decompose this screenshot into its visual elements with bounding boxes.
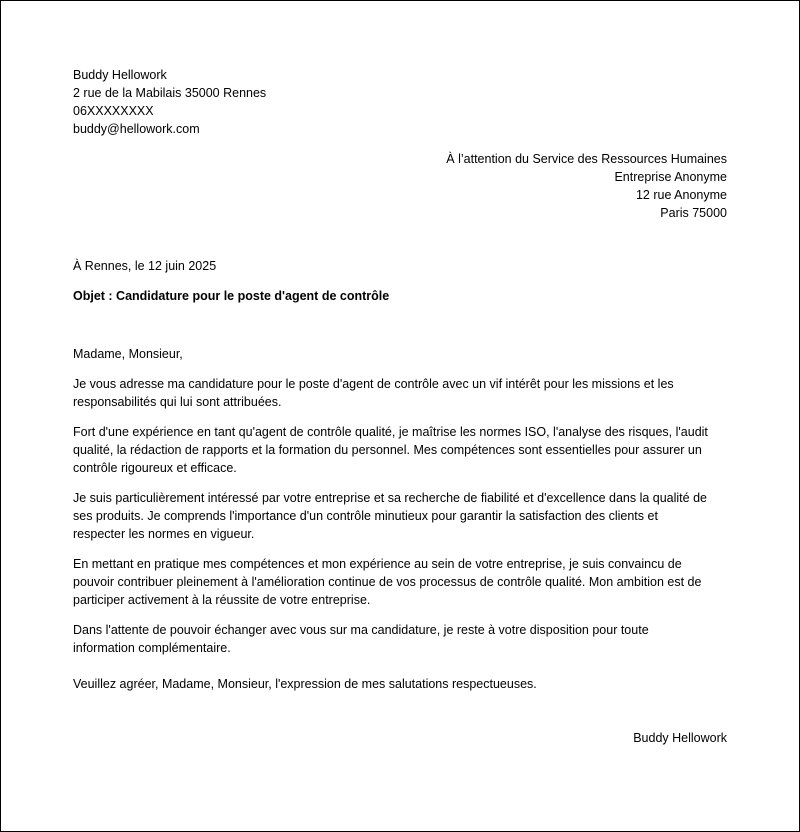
- recipient-block: [73, 150, 727, 222]
- paragraph-line: Je suis particulièrement intéressé par votre entreprise et sa recherche de fiabilité et d'excellence dans la qualité de: [73, 491, 707, 505]
- paragraph-line: responsabilités qui lui sont attribuées.: [73, 395, 282, 409]
- recipient-street: 12 rue Anonyme: [635, 188, 727, 202]
- recipient-company: Entreprise Anonyme: [614, 170, 727, 184]
- paragraph-line: Fort d'une expérience en tant qu'agent de contrôle qualité, je maîtrise les normes ISO, l'analyse des risques, l'audit: [73, 425, 708, 439]
- subject-line: Objet : Candidature pour le poste d'agent de contrôle: [73, 289, 390, 303]
- body-paragraph: [73, 423, 727, 477]
- paragraph-line: information complémentaire.: [73, 641, 231, 655]
- sender-address: 2 rue de la Mabilais 35000 Rennes: [73, 86, 267, 100]
- paragraph-line: pouvoir contribuer pleinement à l'amélioration continue de vos processus de contrôle qualité. Mon ambition est de: [73, 575, 702, 589]
- sender-email: buddy@hellowork.com: [73, 122, 200, 136]
- paragraph-line: Dans l'attente de pouvoir échanger avec vous sur ma candidature, je reste à votre disposition pour toute: [73, 623, 649, 637]
- paragraph-line: contrôle rigoureux et efficace.: [73, 461, 237, 475]
- sender-block: [73, 66, 727, 138]
- paragraph-line: participer activement à la réussite de votre entreprise.: [73, 593, 371, 607]
- paragraph-line: ses produits. Je comprends l'importance d'un contrôle minutieux pour garantir la satisfaction des clients et: [73, 509, 658, 523]
- sender-phone: 06XXXXXXXX: [73, 104, 154, 118]
- paragraph-line: qualité, la rédaction de rapports et la formation du personnel. Mes compétences sont essentielles pour assurer un: [73, 443, 702, 457]
- body-paragraph: [73, 489, 727, 543]
- paragraph-line: En mettant en pratique mes compétences et mon expérience au sein de votre entreprise, je suis convaincu de: [73, 557, 682, 571]
- closing-formula: Veuillez agréer, Madame, Monsieur, l'expression de mes salutations respectueuses.: [73, 677, 537, 691]
- body-paragraph: [73, 555, 727, 609]
- body-paragraph: [73, 375, 727, 411]
- letter-content: [73, 66, 727, 747]
- paragraph-line: respecter les normes en vigueur.: [73, 527, 255, 541]
- recipient-city: Paris 75000: [660, 206, 727, 220]
- date-line: À Rennes, le 12 juin 2025: [73, 259, 217, 273]
- greeting: Madame, Monsieur,: [73, 347, 183, 361]
- recipient-attention: À l’attention du Service des Ressources Humaines: [446, 152, 727, 166]
- paragraph-line: Je vous adresse ma candidature pour le poste d'agent de contrôle avec un vif intérêt pour les missions et les: [73, 377, 674, 391]
- signature: Buddy Hellowork: [633, 731, 727, 745]
- sender-name: Buddy Hellowork: [73, 68, 167, 82]
- body-paragraph: [73, 621, 727, 657]
